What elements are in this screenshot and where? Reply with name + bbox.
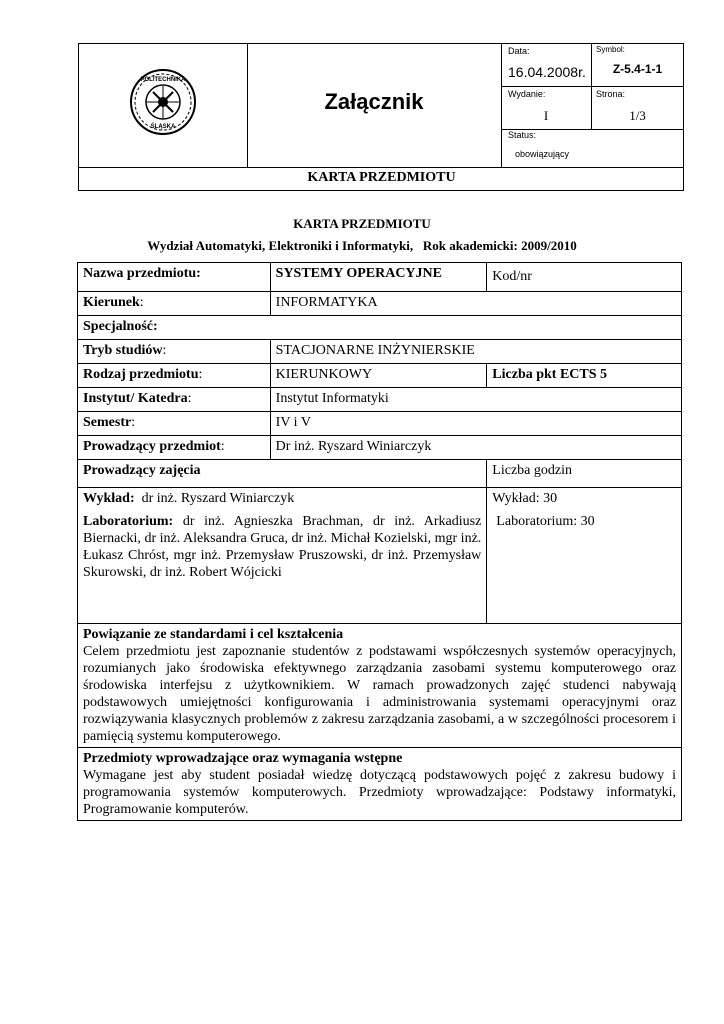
kod-label: Kod/nr: [487, 263, 682, 292]
instytut-label: Instytut/ Katedra: [83, 391, 188, 406]
lab-block: [83, 513, 481, 581]
wyklad-line: Wykład: dr inż. Ryszard Winiarczyk: [83, 491, 295, 506]
wymagania-text: Wymagane jest aby student posiadał wiedzę dotyczącą podstawowych pojęć z zakresu budowy i programowania systemów komputerowych. Przedmioty wprowadzające: Podstawy informatyki, Programowanie komputerów.: [83, 768, 676, 817]
doc-subtitle: Wydział Automatyki, Elektroniki i Informatyki, Rok akademicki: 2009/2010: [147, 238, 577, 253]
table-row: [78, 316, 682, 340]
instytut-value: Instytut Informatyki: [270, 388, 681, 412]
table-row: [78, 412, 682, 436]
table-row: [78, 460, 682, 488]
powiazanie-cell: [78, 624, 682, 748]
table-row: [78, 364, 682, 388]
wyklad-value: dr inż. Ryszard Winiarczyk: [141, 491, 295, 506]
wyklad-label: Wykład: [83, 491, 130, 506]
symbol-value: Z-5.4-1-1: [612, 62, 663, 76]
header-title: Załącznik: [324, 89, 424, 114]
powiazanie-text: Celem przedmiotu jest zapoznanie studentów z podstawami współczesnych systemów operacyjnych, rozumianych jako środowiska efektywnego zarządzania zasobami systemu komputerowego oraz środowiska interfejsu z użytkownikiem. W ramach prowadzonych zajęć studenci nabywają podstawowych umiejętności konfigurowania i administrowania systemami operacyjnymi oraz rozwiązywania klasycznych problemów z zakresu zarządzania zasobami, a w szczególności procesorem i pamięcią systemu komputerowego.: [83, 644, 676, 744]
rodzaj-value: KIERUNKOWY: [270, 364, 487, 388]
kierunek-cell: Kierunek:: [78, 292, 271, 316]
tryb-value: STACJONARNE INŻYNIERSKIE: [270, 340, 681, 364]
lab-hours: Laboratorium: 30: [496, 514, 595, 529]
rodzaj-cell: Rodzaj przedmiotu:: [78, 364, 271, 388]
document-header: [78, 43, 684, 191]
table-row: [78, 624, 682, 748]
kierunek-label: Kierunek: [83, 295, 140, 310]
rodzaj-label: Rodzaj przedmiotu: [83, 367, 199, 382]
semestr-value: IV i V: [270, 412, 681, 436]
status-value: obowiązujący: [515, 149, 570, 159]
prowadzacy-value: Dr inż. Ryszard Winiarczyk: [270, 436, 681, 460]
specjalnosc-label: Specjalność:: [78, 316, 682, 340]
ects-label: Liczba pkt ECTS 5: [487, 364, 682, 388]
header-karta: KARTA PRZEDMIOTU: [307, 170, 456, 185]
university-logo: [129, 68, 197, 136]
tryb-label: Tryb studiów: [83, 343, 163, 358]
lab-value: dr inż. Agnieszka Brachman, dr inż. Arkadiusz Biernacki, dr inż. Aleksandra Gruca, dr inż. Michał Kozielski, mgr inż. Łukasz Chróst, mgr inż. Przemysław Pruszowski, dr inż. Przemysław Skurowski, dr inż. Robert Wójcicki: [83, 514, 482, 580]
status-label: Status:: [508, 130, 537, 140]
wymagania-cell: [78, 748, 682, 821]
symbol-label: Symbol:: [596, 45, 625, 54]
godziny-label: Liczba godzin: [487, 460, 682, 488]
table-row: [78, 748, 682, 821]
hours-cell: [487, 488, 682, 624]
zajecia-label: Prowadzący zajęcia: [78, 460, 487, 488]
table-row: [78, 388, 682, 412]
table-row: [78, 292, 682, 316]
table-row: [78, 340, 682, 364]
strona-label: Strona:: [596, 89, 626, 99]
instructors-cell: [78, 488, 487, 624]
data-value: 16.04.2008r.: [508, 64, 586, 80]
wydanie-value: I: [543, 108, 549, 123]
tryb-cell: Tryb studiów:: [78, 340, 271, 364]
wymagania-label: Przedmioty wprowadzające oraz wymagania wstępne: [83, 751, 403, 766]
strona-value: 1/3: [629, 108, 646, 123]
table-row: [78, 263, 682, 292]
wydanie-label: Wydanie:: [508, 89, 546, 99]
course-card-table: [77, 262, 682, 821]
svg-text:POLITECHNIKA: POLITECHNIKA: [140, 77, 186, 83]
prowadzacy-cell: Prowadzący przedmiot:: [78, 436, 271, 460]
svg-text:ŚLĄSKA: ŚLĄSKA: [150, 124, 176, 130]
table-row: [78, 436, 682, 460]
powiazanie-label: Powiązanie ze standardami i cel kształcenia: [83, 627, 344, 642]
lab-label: Laboratorium:: [83, 514, 174, 529]
wyklad-hours: Wykład: 30: [492, 491, 558, 506]
instytut-cell: Instytut/ Katedra:: [78, 388, 271, 412]
kierunek-value: INFORMATYKA: [270, 292, 681, 316]
data-label: Data:: [508, 46, 530, 56]
doc-title: KARTA PRZEDMIOTU: [293, 216, 431, 231]
nazwa-label: Nazwa przedmiotu:: [78, 263, 271, 292]
table-row: [78, 488, 682, 624]
semestr-label: Semestr: [83, 415, 132, 430]
semestr-cell: Semestr:: [78, 412, 271, 436]
prowadzacy-label: Prowadzący przedmiot: [83, 439, 221, 454]
nazwa-value: SYSTEMY OPERACYJNE: [270, 263, 487, 292]
